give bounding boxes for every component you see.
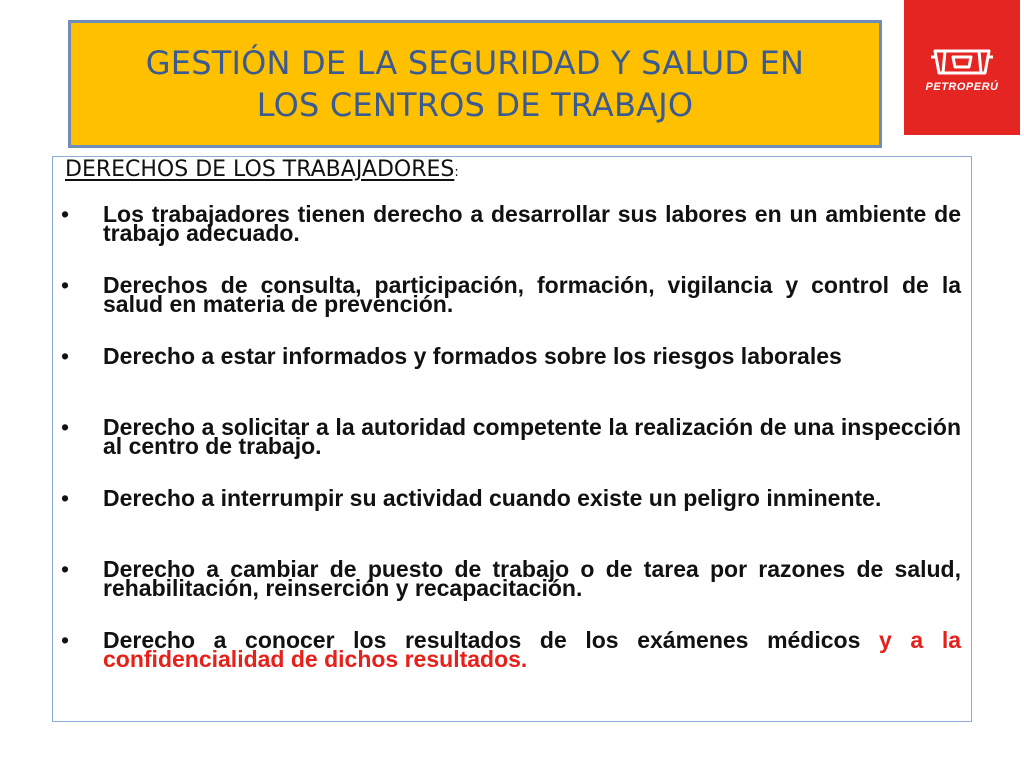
list-item <box>53 627 965 702</box>
title-line-1: GESTIÓN DE LA SEGURIDAD Y SALUD EN <box>145 44 805 82</box>
rights-list <box>53 201 965 702</box>
list-item-text: Derecho a solicitar a la autoridad competente la realización de una inspección al centro de trabajo. <box>103 414 961 459</box>
list-item-text: Los trabajadores tienen derecho a desarrollar sus labores en un ambiente de trabajo adecuado. <box>103 201 961 246</box>
list-item-text: Derecho a cambiar de puesto de trabajo o de tarea por razones de salud, rehabilitación, reinserción y recapacitación. <box>103 556 961 601</box>
list-item <box>53 343 965 418</box>
content-frame <box>52 156 972 722</box>
list-item-text: Derecho a interrumpir su actividad cuando existe un peligro inminente. <box>103 485 882 511</box>
bullet-icon: • <box>61 627 70 653</box>
bullet-icon: • <box>61 556 70 582</box>
bullet-icon: • <box>61 201 70 227</box>
bullet-icon: • <box>61 272 70 298</box>
list-item <box>53 201 965 276</box>
title-banner <box>68 20 882 148</box>
bullet-icon: • <box>61 343 70 369</box>
petroperu-logo <box>904 0 1020 135</box>
list-item <box>53 485 965 560</box>
list-item <box>53 414 965 489</box>
list-item-text-highlight: y a la confidencialidad de dichos resultados. <box>103 627 961 672</box>
bullet-icon: • <box>61 485 70 511</box>
list-item <box>53 556 965 631</box>
list-item <box>53 272 965 347</box>
list-item-text: Derechos de consulta, participación, formación, vigilancia y control de la salud en materia de prevención. <box>103 272 961 317</box>
section-heading-text: DERECHOS DE LOS TRABAJADORES <box>65 157 455 182</box>
petroperu-truck-icon <box>929 43 995 77</box>
section-heading <box>65 157 459 182</box>
list-item-text: Derecho a estar informados y formados sobre los riesgos laborales <box>103 343 842 369</box>
logo-text: PETROPERÚ <box>925 80 999 93</box>
title-line-2: LOS CENTROS DE TRABAJO <box>256 86 694 124</box>
bullet-icon: • <box>61 414 70 440</box>
list-item-text: Derecho a conocer los resultados de los exámenes médicos <box>103 627 861 653</box>
section-heading-colon: : <box>454 165 459 180</box>
